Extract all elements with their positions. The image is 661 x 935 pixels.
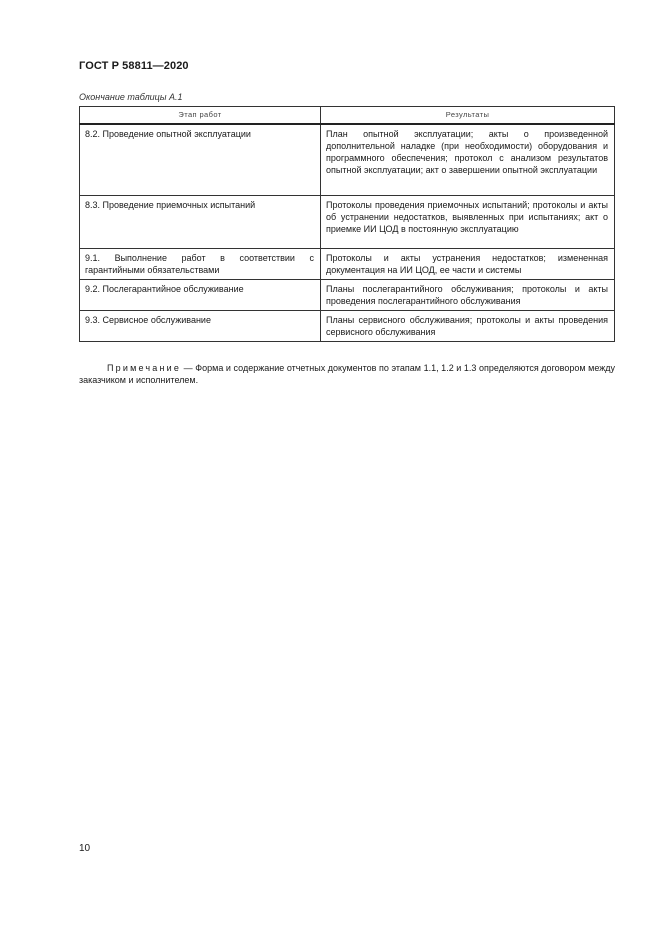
table-caption: Окончание таблицы А.1 [79, 92, 183, 102]
table-header-row [80, 107, 615, 125]
table-row [80, 249, 615, 280]
column-header-stage: Этап работ [80, 107, 321, 125]
result-cell: Протоколы и акты устранения недостатков; измененная документация на ИИ ЦОД, ее части и системы [321, 249, 615, 280]
stage-cell: 9.3. Сервисное обслуживание [80, 311, 321, 342]
table-row [80, 280, 615, 311]
result-cell: Протоколы проведения приемочных испытаний; протоколы и акты об устранении недостатков, выявленных при испытаниях; акт о приемке ИИ ЦОД в постоянную эксплуатацию [321, 196, 615, 249]
note-dash: — [181, 363, 196, 373]
table-row [80, 196, 615, 249]
result-cell: Планы сервисного обслуживания; протоколы и акты проведения сервисного обслуживания [321, 311, 615, 342]
stage-cell: 9.1. Выполнение работ в соответствии с гарантийными обязательствами [80, 249, 321, 280]
results-table [79, 106, 615, 342]
document-code: ГОСТ Р 58811—2020 [79, 60, 189, 72]
result-cell: Планы послегарантийного обслуживания; протоколы и акты проведения послегарантийного обслуживания [321, 280, 615, 311]
note-label: Примечание [107, 363, 182, 373]
note-text: Форма и содержание отчетных документов по этапам 1.1, 1.2 и 1.3 определяются договором между заказчиком и исполнителем. [79, 363, 615, 385]
stage-cell: 8.2. Проведение опытной эксплуатации [80, 124, 321, 196]
page-number: 10 [79, 843, 91, 854]
table-row [80, 311, 615, 342]
column-header-results: Результаты [321, 107, 615, 125]
stage-cell: 9.2. Послегарантийное обслуживание [80, 280, 321, 311]
table-note [79, 362, 615, 386]
stage-cell: 8.3. Проведение приемочных испытаний [80, 196, 321, 249]
table-row [80, 124, 615, 196]
result-cell: План опытной эксплуатации; акты о произведенной дополнительной наладке (при необходимости) оборудования и программного обеспечения; протокол с анализом результатов опытной эксплуатации; акт о завершении опытной эксплуатации [321, 124, 615, 196]
